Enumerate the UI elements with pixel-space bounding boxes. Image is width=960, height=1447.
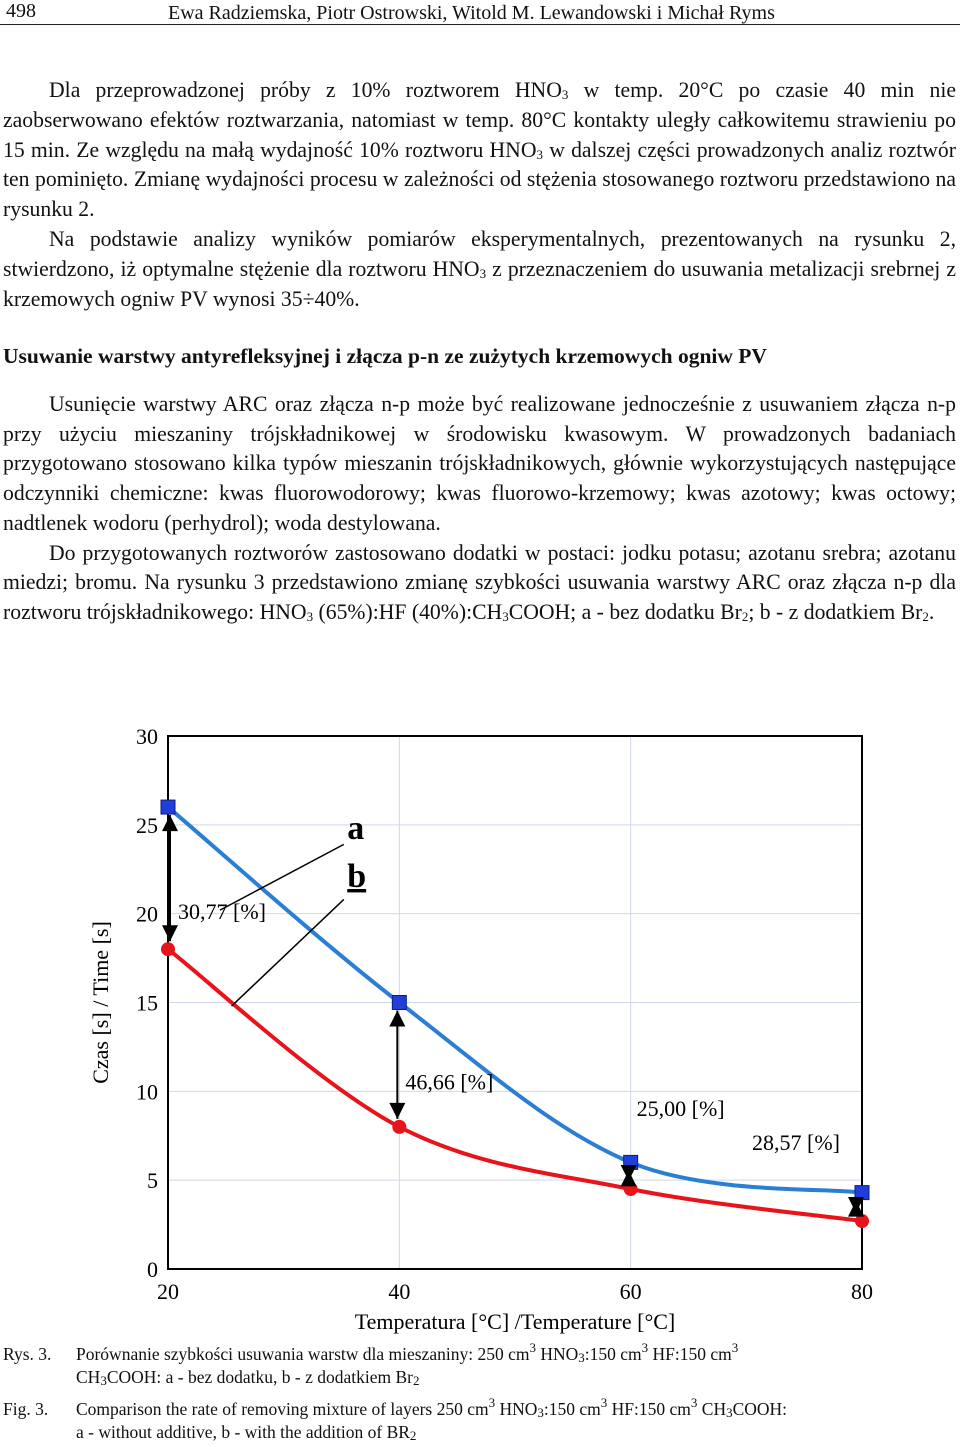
y-tick-label: 30 — [136, 724, 158, 749]
y-tick-label: 0 — [147, 1257, 158, 1282]
difference-label: 46,66 [%] — [405, 1069, 494, 1095]
arrow-head — [621, 1170, 637, 1186]
difference-label: 30,77 [%] — [178, 898, 266, 924]
y-axis-label: Czas [s] / Time [s] — [88, 921, 113, 1084]
x-tick-label: 60 — [619, 1279, 642, 1304]
figure-3 — [80, 714, 880, 1334]
page-number: 498 — [6, 0, 36, 22]
label-a-leader — [220, 844, 344, 910]
x-tick-label: 80 — [851, 1279, 873, 1304]
curve-label-b: b — [347, 858, 367, 896]
paragraph-3: Usunięcie warstwy ARC oraz złącza n-p może być realizowane jednocześnie z usuwaniem złącza n-p przy użyciu mieszaniny trójskładnikowej w środowisku kwasowym. W prowadzonych badaniach przygotowano stosowano kilka typów mieszanin trójskładnikowych, głównie wykorzystujących następujące odczynniki chemiczne: kwas fluorowodorowy; kwas fluorowo-krzemowy; kwas azotowy; kwas octowy; nadtlenek wodoru (perhydrol); woda destylowana. — [3, 392, 956, 535]
series-a-point — [392, 996, 406, 1010]
y-tick-label: 15 — [136, 990, 158, 1016]
arrow-head — [162, 815, 178, 831]
curve-label-a: a — [347, 810, 365, 848]
difference-label: 25,00 [%] — [636, 1096, 725, 1122]
body-text-section — [3, 390, 956, 628]
y-tick-label: 20 — [136, 901, 158, 927]
arrow-head — [162, 925, 178, 941]
paragraph-4: Do przygotowanych roztworów zastosowano dodatki w postaci: jodku potasu; azotanu srebra; azotanu miedzi; bromu. Na rysunku 3 przedstawiono zmianę szybkości usuwania warstwy ARC oraz złącza n-p dla roztworu trójskładnikowego: $HNO_3$ (65%):HF $(40\%):CH_3COOH$; a - bez dodatku $Br_2$; b - z dodatkiem $Br_2$. — [3, 540, 956, 624]
x-axis-label: Temperatura [°C] /Temperature [°C] — [354, 1309, 676, 1334]
paragraph-2: Na podstawie analizy wyników pomiarów eksperymentalnych, prezentowanych na rysunku 2, stwierdzono, iż optymalne stężenie dla roztworu $HNO_3$ z przeznaczeniem do usuwania metalizacji srebrnej z krzemowych ogniw PV wynosi 35÷40%. — [3, 226, 956, 311]
difference-label: 28,57 [%] — [752, 1129, 840, 1155]
y-tick-label: 5 — [147, 1168, 158, 1194]
arrow-head — [389, 1103, 405, 1119]
temperature-time-chart — [80, 714, 880, 1334]
series-a-point — [161, 800, 175, 814]
x-tick-label: 40 — [388, 1279, 411, 1304]
paragraph-1: Dla przeprowadzonej próby z 10% roztworem $HNO_3$ w temp. 20°C po czasie 40 min nie zaobserwowano efektów roztwarzania, natomiast w temp. 80°C kontakty uległy całkowitemu strawieniu po 15 min. Ze względu na małą wydajność 10% roztworu $HNO_3$ w dalszej części prowadzonych analiz roztwór ten pominięto. Zmianę wydajności procesu w zależności od stężenia stosowanego roztworu przedstawiono na rysunku 2. — [3, 78, 956, 222]
header-rule — [0, 24, 960, 25]
caption-text-pl: Porównanie szybkości usuwania warstw dla mieszaniny: 250 $cm^3$ $HNO_3:150$ $cm^3$ HF:150 $cm^3$ $CH_3COOH$: a - bez dodatku, b - z dodatkiem $Br_2$ — [76, 1340, 739, 1388]
x-tick-label: 20 — [157, 1279, 179, 1304]
caption-label-pl: Rys. 3. — [3, 1344, 52, 1364]
running-title: Ewa Radziemska, Piotr Ostrowski, Witold M. Lewandowski i Michał Ryms — [168, 2, 775, 24]
page-header — [0, 0, 960, 26]
y-tick-label: 10 — [136, 1079, 158, 1105]
series-b-point — [392, 1120, 406, 1134]
caption-label-en: Fig. 3. — [3, 1399, 49, 1419]
body-text-top — [3, 76, 956, 314]
section-heading: Usuwanie warstwy antyrefleksyjnej i złącza p-n ze zużytych krzemowych ogniw PV — [3, 344, 767, 368]
y-tick-label: 25 — [136, 812, 158, 838]
caption-text-en: Comparison the rate of removing mixture of layers 250 $cm^3$ $HNO_3:150$ $cm^3$ HF:150 $cm^3$ $CH_3COOH$: a - without additive, b - with the addition of $BR_2$ — [76, 1395, 788, 1443]
arrow-head — [389, 1011, 405, 1027]
series-b-point — [161, 942, 175, 956]
